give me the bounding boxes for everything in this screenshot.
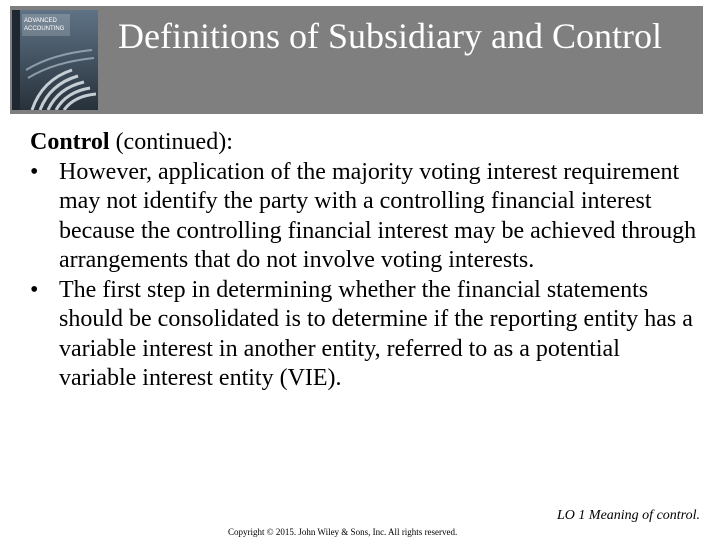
bullet-icon: • bbox=[30, 158, 39, 185]
slide-content bbox=[30, 128, 702, 394]
list-item bbox=[30, 276, 702, 394]
cover-title-line-1: ADVANCED bbox=[24, 18, 57, 24]
book-cover-image bbox=[12, 10, 98, 110]
cover-title-line-2: ACCOUNTING bbox=[24, 26, 65, 32]
bullet-text: The first step in determining whether the financial statements should be consolidated is to determine if the reporting entity has a variable interest in another entity, referred to as a potential variable interest entity (VIE). bbox=[59, 276, 693, 391]
bullet-list bbox=[30, 158, 702, 394]
bullet-text: However, application of the majority voting interest requirement may not identify the party with a controlling financial interest because the controlling financial interest may be achieved through arrangements that do not involve voting interests. bbox=[59, 158, 697, 273]
slide-title: Definitions of Subsidiary and Control bbox=[118, 16, 662, 56]
intro-bold-term: Control bbox=[30, 129, 110, 155]
intro-rest-text: (continued): bbox=[109, 129, 233, 155]
copyright-notice: Copyright © 2015. John Wiley & Sons, Inc. All rights reserved. bbox=[228, 527, 458, 537]
learning-objective: LO 1 Meaning of control. bbox=[557, 508, 700, 523]
intro-line bbox=[30, 128, 702, 158]
list-item bbox=[30, 158, 702, 276]
bullet-icon: • bbox=[30, 276, 39, 303]
